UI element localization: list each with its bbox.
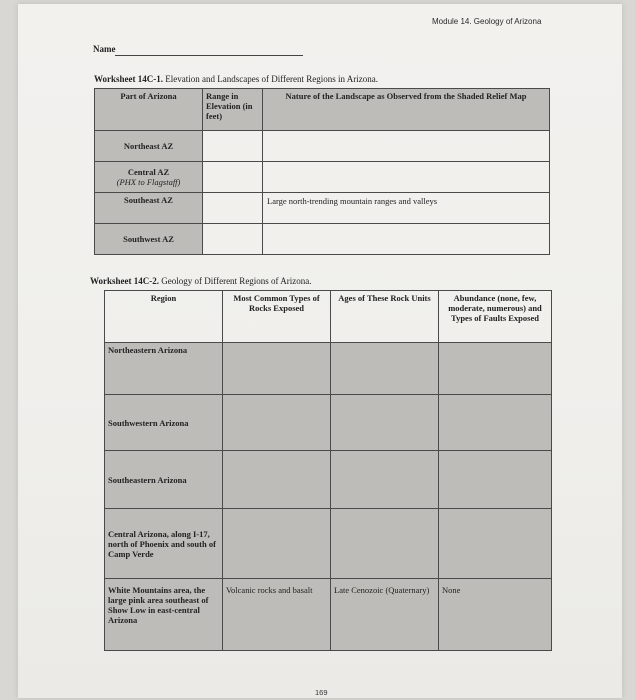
- t1-row-central-subtext: (PHX to Flagstaff): [116, 177, 181, 187]
- t2-row-white-mountains-ages[interactable]: Late Cenozoic (Quaternary): [331, 579, 439, 651]
- worksheet2-title-number: Worksheet 14C-2.: [90, 276, 159, 286]
- page-number: 169: [315, 688, 328, 697]
- worksheet1-title: [94, 74, 378, 84]
- t2-header-rocks: Most Common Types of Rocks Exposed: [223, 291, 331, 343]
- t2-header-faults: Abundance (none, few, moderate, numerous) and Types of Faults Exposed: [439, 291, 552, 343]
- t1-row-southwest-nature[interactable]: [263, 224, 550, 255]
- t1-row-southeast-nature[interactable]: Large north-trending mountain ranges and valleys: [263, 193, 550, 224]
- t2-row-southwestern-rocks[interactable]: [223, 395, 331, 451]
- t2-row-southeastern-label: Southeastern Arizona: [105, 451, 223, 509]
- worksheet-page: [18, 4, 622, 698]
- elevation-landscape-table: [94, 88, 550, 255]
- t2-row-central-rocks[interactable]: [223, 509, 331, 579]
- t2-header-ages: Ages of These Rock Units: [331, 291, 439, 343]
- t1-row-southwest-label: [95, 224, 203, 255]
- t2-row-southwestern-ages[interactable]: [331, 395, 439, 451]
- t2-row-white-mountains-faults[interactable]: None: [439, 579, 552, 651]
- t2-row-northeastern-rocks[interactable]: [223, 343, 331, 395]
- worksheet2-title: [90, 276, 312, 286]
- t1-row-northeast-text: Northeast AZ: [123, 141, 174, 151]
- t2-row-central-ages[interactable]: [331, 509, 439, 579]
- worksheet1-title-text: Elevation and Landscapes of Different Regions in Arizona.: [163, 74, 379, 84]
- t1-row-southwest-text: Southwest AZ: [123, 234, 174, 244]
- t2-row-southwestern-faults[interactable]: [439, 395, 552, 451]
- t1-row-central-text: Central AZ: [127, 167, 170, 177]
- t1-header-nature: Nature of the Landscape as Observed from the Shaded Relief Map: [263, 89, 550, 131]
- t2-row-white-mountains-rocks[interactable]: Volcanic rocks and basalt: [223, 579, 331, 651]
- t2-header-region: Region: [105, 291, 223, 343]
- t2-row-southeastern-faults[interactable]: [439, 451, 552, 509]
- t2-row-southeastern-ages[interactable]: [331, 451, 439, 509]
- geology-regions-table: [104, 290, 552, 651]
- t2-row-northeastern-faults[interactable]: [439, 343, 552, 395]
- t1-row-southeast-label: [95, 193, 203, 224]
- t1-row-central-label: [95, 162, 203, 193]
- t2-row-white-mountains-label: White Mountains area, the large pink area southeast of Show Low in east-central Arizona: [105, 579, 223, 651]
- t1-header-part: Part of Arizona: [95, 89, 203, 131]
- module-header: Module 14. Geology of Arizona: [432, 17, 542, 26]
- t2-row-northeastern-ages[interactable]: [331, 343, 439, 395]
- t2-row-southwestern-label: Southwestern Arizona: [105, 395, 223, 451]
- t1-row-central-elevation[interactable]: [203, 162, 263, 193]
- t2-row-southeastern-rocks[interactable]: [223, 451, 331, 509]
- t1-row-southwest-elevation[interactable]: [203, 224, 263, 255]
- t1-row-central-nature[interactable]: [263, 162, 550, 193]
- name-blank-line[interactable]: [115, 55, 303, 56]
- t1-row-southeast-elevation[interactable]: [203, 193, 263, 224]
- t2-row-northeastern-label: Northeastern Arizona: [105, 343, 223, 395]
- t1-row-northeast-nature[interactable]: [263, 131, 550, 162]
- t1-row-northeast-label: [95, 131, 203, 162]
- t1-row-northeast-elevation[interactable]: [203, 131, 263, 162]
- worksheet1-title-number: Worksheet 14C-1.: [94, 74, 163, 84]
- t2-row-central-label: Central Arizona, along I-17, north of Phoenix and south of Camp Verde: [105, 509, 223, 579]
- worksheet2-title-text: Geology of Different Regions of Arizona.: [159, 276, 312, 286]
- t1-row-southeast-text: Southeast AZ: [124, 195, 173, 205]
- t1-header-elevation: Range in Elevation (in feet): [203, 89, 263, 131]
- name-label: Name: [93, 44, 116, 54]
- t2-row-central-faults[interactable]: [439, 509, 552, 579]
